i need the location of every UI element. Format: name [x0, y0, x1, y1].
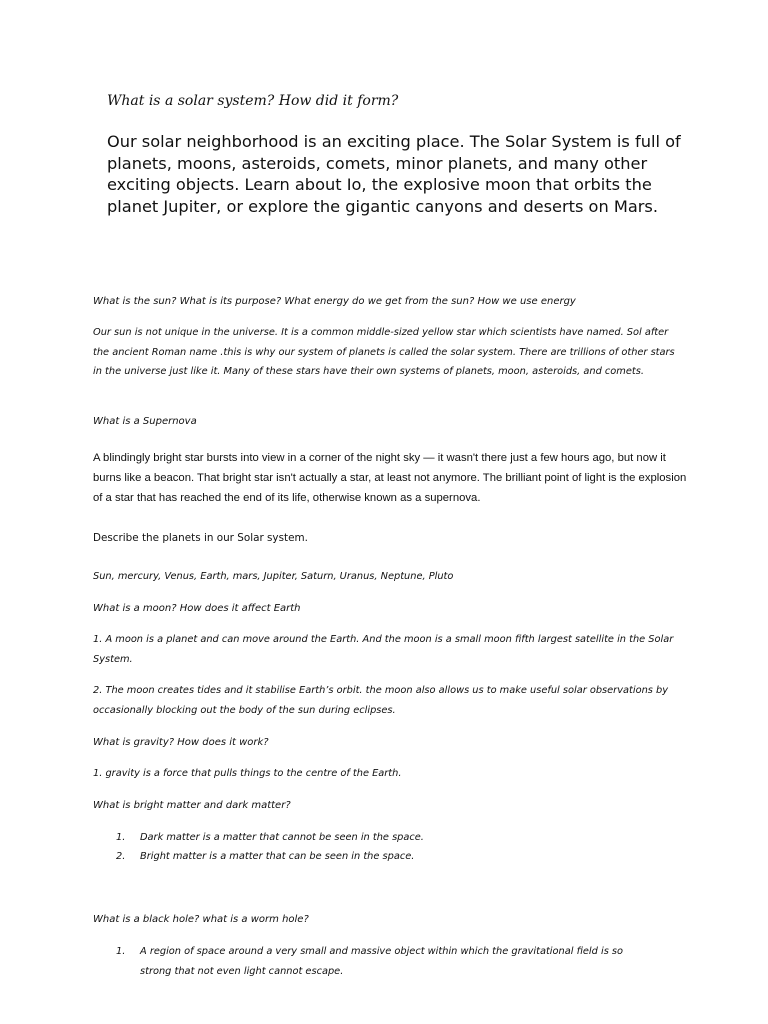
question-sun: What is the sun? What is its purpose? What energy do we get from the sun? How we use energy — [93, 296, 576, 307]
question-planets: Describe the planets in our Solar system. — [93, 532, 308, 544]
question-gravity: What is gravity? How does it work? — [93, 737, 269, 748]
list-number: 1. — [116, 946, 126, 957]
answer-moon-2: 2. The moon creates tides and it stabilise Earth’s orbit. the moon also allows us to make useful solar observations by occasionally blocking out the body of the sun during eclipses. — [93, 685, 669, 716]
answer-moon-1: 1. A moon is a planet and can move around the Earth. And the moon is a small moon fifth largest satellite in the Solar System. — [93, 634, 674, 665]
question-black-hole: What is a black hole? what is a worm hole? — [93, 914, 309, 925]
document-title: What is a solar system? How did it form? — [107, 93, 399, 109]
list-number: 2. — [116, 851, 126, 862]
question-matter: What is bright matter and dark matter? — [93, 800, 291, 811]
question-supernova: What is a Supernova — [93, 416, 197, 427]
list-number: 1. — [116, 832, 126, 843]
list-item — [116, 828, 676, 848]
list-text: A region of space around a very small and massive object within which the gravitational field is so strong that not even light cannot escape. — [140, 946, 624, 977]
answer-gravity: 1. gravity is a force that pulls things to the centre of the Earth. — [93, 768, 402, 779]
answer-supernova: A blindingly bright star bursts into view in a corner of the night sky — it wasn't there just a few hours ago, but now it burns like a beacon. That bright star isn't actually a star, at least not anymore. The brilliant point of light is the explosion of a star that has reached the end of its life, otherwise known as a supernova. — [93, 452, 687, 504]
answer-planets: Sun, mercury, Venus, Earth, mars, Jupiter, Saturn, Uranus, Neptune, Pluto — [93, 571, 454, 582]
question-moon: What is a moon? How does it affect Earth — [93, 603, 301, 614]
list-text: Dark matter is a matter that cannot be seen in the space. — [140, 832, 424, 843]
list-item — [116, 942, 656, 981]
answer-sun: Our sun is not unique in the universe. It is a common middle-sized yellow star which scientists have named. Sol after the ancient Roman name .this is why our system of planets is called the solar system. There are trillions of other stars in the universe just like it. Many of these stars have their own systems of planets, moon, asteroids, and comets. — [93, 327, 675, 377]
list-item — [116, 847, 676, 867]
list-text: Bright matter is a matter that can be seen in the space. — [140, 851, 415, 862]
intro-paragraph: Our solar neighborhood is an exciting place. The Solar System is full of planets, moons, asteroids, comets, minor planets, and many other exciting objects. Learn about Io, the explosive moon that orbits the planet Jupiter, or explore the gigantic canyons and deserts on Mars. — [107, 132, 681, 216]
